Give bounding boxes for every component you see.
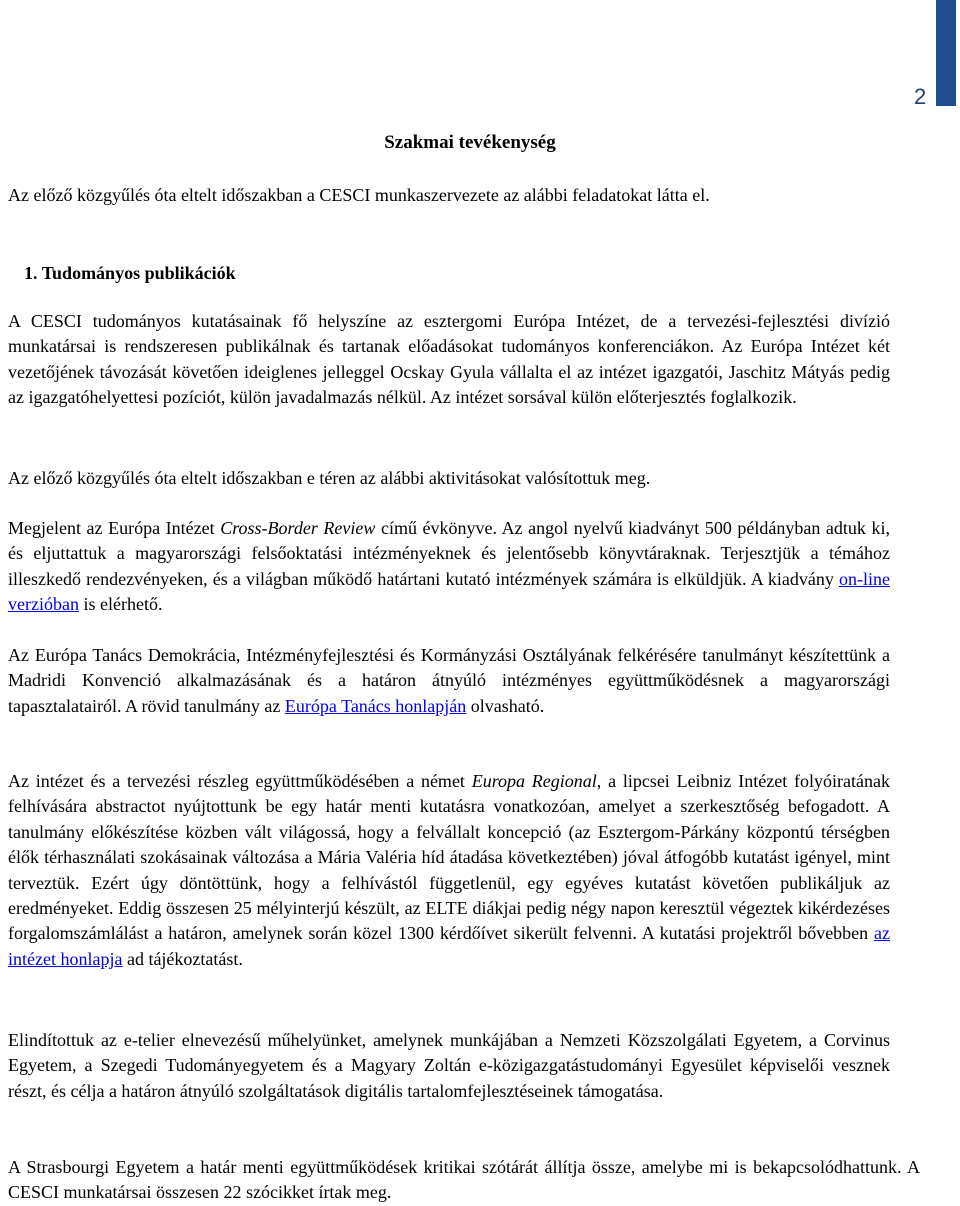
- online-version-link[interactable]: on-line verzióban: [8, 568, 890, 615]
- paragraph-2: [8, 466, 890, 491]
- p5-text-a: Az intézet és a tervezési részleg együttműködésében a német: [8, 771, 472, 791]
- p4-text-a: Az Európa Tanács Demokrácia, Intézményfejlesztési és Kormányzási Osztályának felkérésére tanulmányt készítettünk a Madridi Konvenció alkalmazásának és a határon átnyúló intézményes együttműködésnek a magyarországi tapasztalatairól. A rövid tanulmány az: [8, 645, 890, 716]
- paragraph-6-text: Elindítottuk az e-telier elnevezésű műhelyünket, amelynek munkájában a Nemzeti Közszolgálati Egyetem, a Corvinus Egyetem, a Szegedi Tudományegyetem és a Magyary Zoltán e-közigazgatástudományi Egyesület képviselői vesznek részt, és célja a határon átnyúló szolgáltatások digitális tartalomfejlesztéseinek támogatása.: [8, 1030, 890, 1101]
- p3-text-b: című évkönyve. Az angol nyelvű kiadványt 500 példányban adtuk ki, és eljuttattuk a magyarországi felsőoktatási intézményeknek és jelentősebb könyvtáraknak. Terjesztjük a témához illeszkedő rendezvényeken, és a világban működő határtani kutató intézmények számára is elküldjük. A kiadvány: [8, 518, 890, 589]
- page-number: 2: [914, 84, 927, 109]
- p5-text-b: , a lipcsei Leibniz Intézet folyóiratának felhívására abstractot nyújtottunk be egy határ menti kutatásra vonatkozóan, amelyet a szerkesztőség befogadott. A tanulmány előkészítése közben vált világossá, hogy a felvállalt koncepció (az Esztergom-Párkány központú térségben élők térhasználati szokásainak változása a Mária Valéria híd átadása következtében) jóval átfogóbb kutatást igényel, mint terveztük. Ezért úgy döntöttünk, hogy a felhívástól függetlenül, egy egyéves kutatást követően publikáljuk az eredményeket. Eddig összesen 25 mélyinterjú készült, az ELTE diákjai pedig négy napon keresztül végeztek kikérdezéses forgalomszámlálást a határon, amelynek során közel 1300 kérdőívet sikerült felvenni. A kutatási projektről bővebben: [8, 771, 890, 944]
- institute-website-link[interactable]: az intézet honlapja: [8, 923, 890, 969]
- paragraph-4: [8, 643, 890, 719]
- paragraph-1: [8, 309, 890, 411]
- p4-text-b: olvasható.: [466, 695, 545, 716]
- section-title-text: Tudományos publikációk: [41, 263, 236, 283]
- section-number: 1.: [24, 263, 38, 283]
- council-of-europe-link[interactable]: Európa Tanács honlapján: [284, 695, 467, 716]
- paragraph-3: [8, 516, 890, 618]
- page-heading: Szakmai tevékenység: [384, 132, 556, 153]
- paragraph-6: [8, 1028, 890, 1104]
- paragraph-2-text: Az előző közgyűlés óta eltelt időszakban e téren az alábbi aktivitásokat valósítottuk meg.: [8, 468, 651, 488]
- paragraph-1-text: A CESCI tudományos kutatásainak fő helyszíne az esztergomi Európa Intézet, de a tervezési-fejlesztési divízió munkatársai is rendszeresen publikálnak és tartanak előadásokat tudományos konferenciákon. Az Európa Intézet két vezetőjének távozását követően ideiglenes jelleggel Ocskay Gyula vállalta el az intézet igazgatói, Jaschitz Mátyás pedig az igazgatóhelyettesi pozíciót, külön javadalmazás nélkül. Az intézet sorsával külön előterjesztés foglalkozik.: [8, 311, 890, 408]
- p5-text-c: ad tájékoztatást.: [122, 948, 243, 969]
- p5-italic-journal: Europa Regional: [471, 771, 597, 791]
- p3-text-a: Megjelent az Európa Intézet: [8, 518, 221, 538]
- intro-text: Az előző közgyűlés óta eltelt időszakban a CESCI munkaszervezete az alábbi feladatokat látta el.: [8, 185, 710, 205]
- paragraph-5: [8, 769, 890, 972]
- paragraph-7-text: A Strasbourgi Egyetem a határ menti együttműködések kritikai szótárát állítja össze, amelybe mi is bekapcsolódhattunk. A CESCI munkatársai összesen 22 szócikket írtak meg.: [8, 1157, 920, 1203]
- p3-text-c: is elérhető.: [78, 594, 163, 615]
- side-color-bar: [936, 0, 956, 106]
- paragraph-7: [8, 1155, 920, 1206]
- p3-italic-title: Cross-Border Review: [220, 518, 376, 538]
- section-title: [24, 263, 236, 284]
